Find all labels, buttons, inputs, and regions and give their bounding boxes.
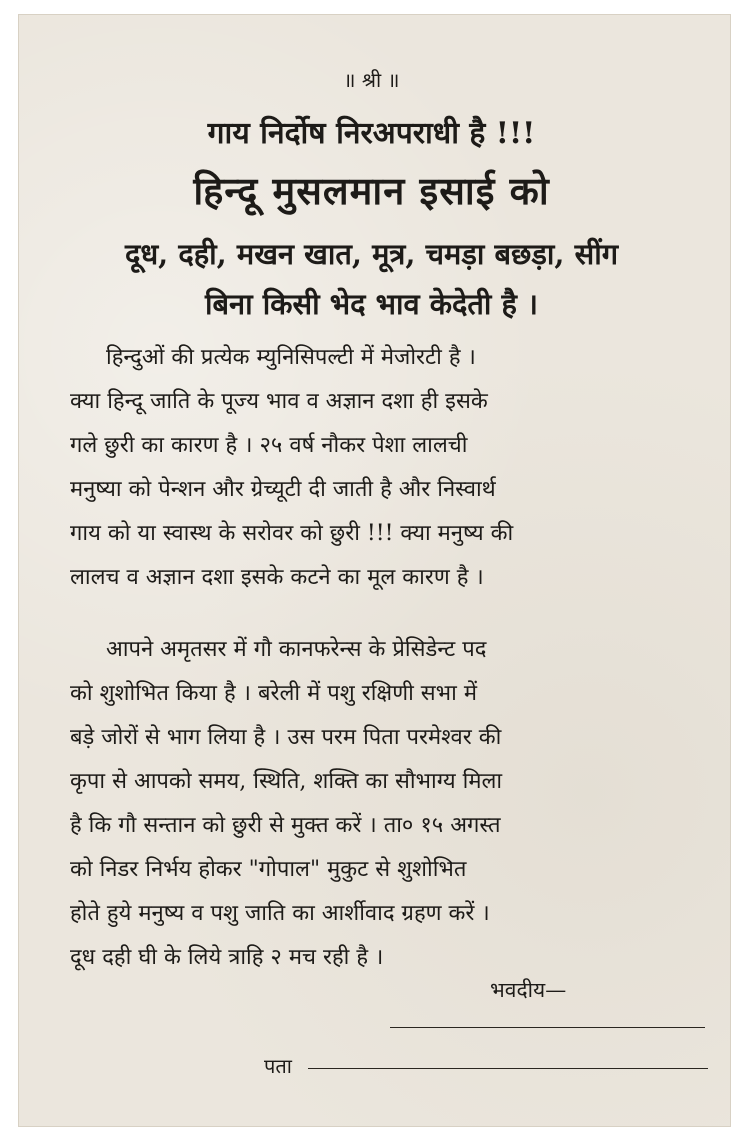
paragraph-two-line: दूध दही घी के लिये त्राहि २ मच रही है । [70,945,384,970]
paragraph-two-line: है कि गौ सन्तान को छुरी से मुक्त करें । ता० १५ अगस्त [70,813,501,838]
address-line [308,1068,708,1069]
paragraph-two-line: बड़े जोरों से भाग लिया है । उस परम पिता परमेश्वर की [70,725,502,750]
paragraph-one-line: गाय को या स्वास्थ के सरोवर को छुरी !!! क्या मनुष्य की [70,521,514,546]
shri-heading: ॥ श्री ॥ [343,68,400,92]
paragraph-two-line: को निडर निर्भय होकर "गोपाल" मुकुट से शुशोभित [70,857,467,882]
signature-label: भवदीय— [490,978,567,1002]
headline-products: दूध, दही, मखन खात, मूत्र, चमड़ा बछड़ा, सींग [124,237,619,271]
headline-no-discrimination: बिना किसी भेद भाव केदेती है । [204,287,539,321]
paragraph-one [70,336,710,600]
paragraph-one-line: लालच व अज्ञान दशा इसके कटने का मूल कारण है । [70,565,484,590]
paragraph-two-line: कृपा से आपको समय, स्थिति, शक्ति का सौभाग्य मिला [70,769,503,794]
paragraph-two [70,628,710,980]
headline-communities: हिन्दू मुसलमान इसाई को [193,168,550,213]
paragraph-one-line: गले छुरी का कारण है । २५ वर्ष नौकर पेशा लालची [70,433,468,458]
paragraph-two-line: होते हुये मनुष्य व पशु जाति का आर्शीवाद ग्रहण करें । [70,901,490,926]
headline-cow-innocent: गाय निर्दोष निरअपराधी है !!! [207,116,536,151]
paragraph-two-line: आपने अमृतसर में गौ कानफरेन्स के प्रेसिडेन्ट पद [106,637,487,662]
paragraph-one-line: मनुष्या को पेन्शन और ग्रेच्यूटी दी जाती है और निस्वार्थ [70,477,496,502]
paragraph-one-line: क्या हिन्दू जाति के पूज्य भाव व अज्ञान दशा ही इसके [70,389,488,414]
paragraph-one-line: हिन्दुओं की प्रत्येक म्युनिसिपल्टी में मेजोरटी है । [106,345,476,370]
signature-line [390,1027,705,1028]
paragraph-two-line: को शुशोभित किया है । बरेली में पशु रक्षिणी सभा में [70,681,477,706]
address-label: पता [264,1054,292,1078]
